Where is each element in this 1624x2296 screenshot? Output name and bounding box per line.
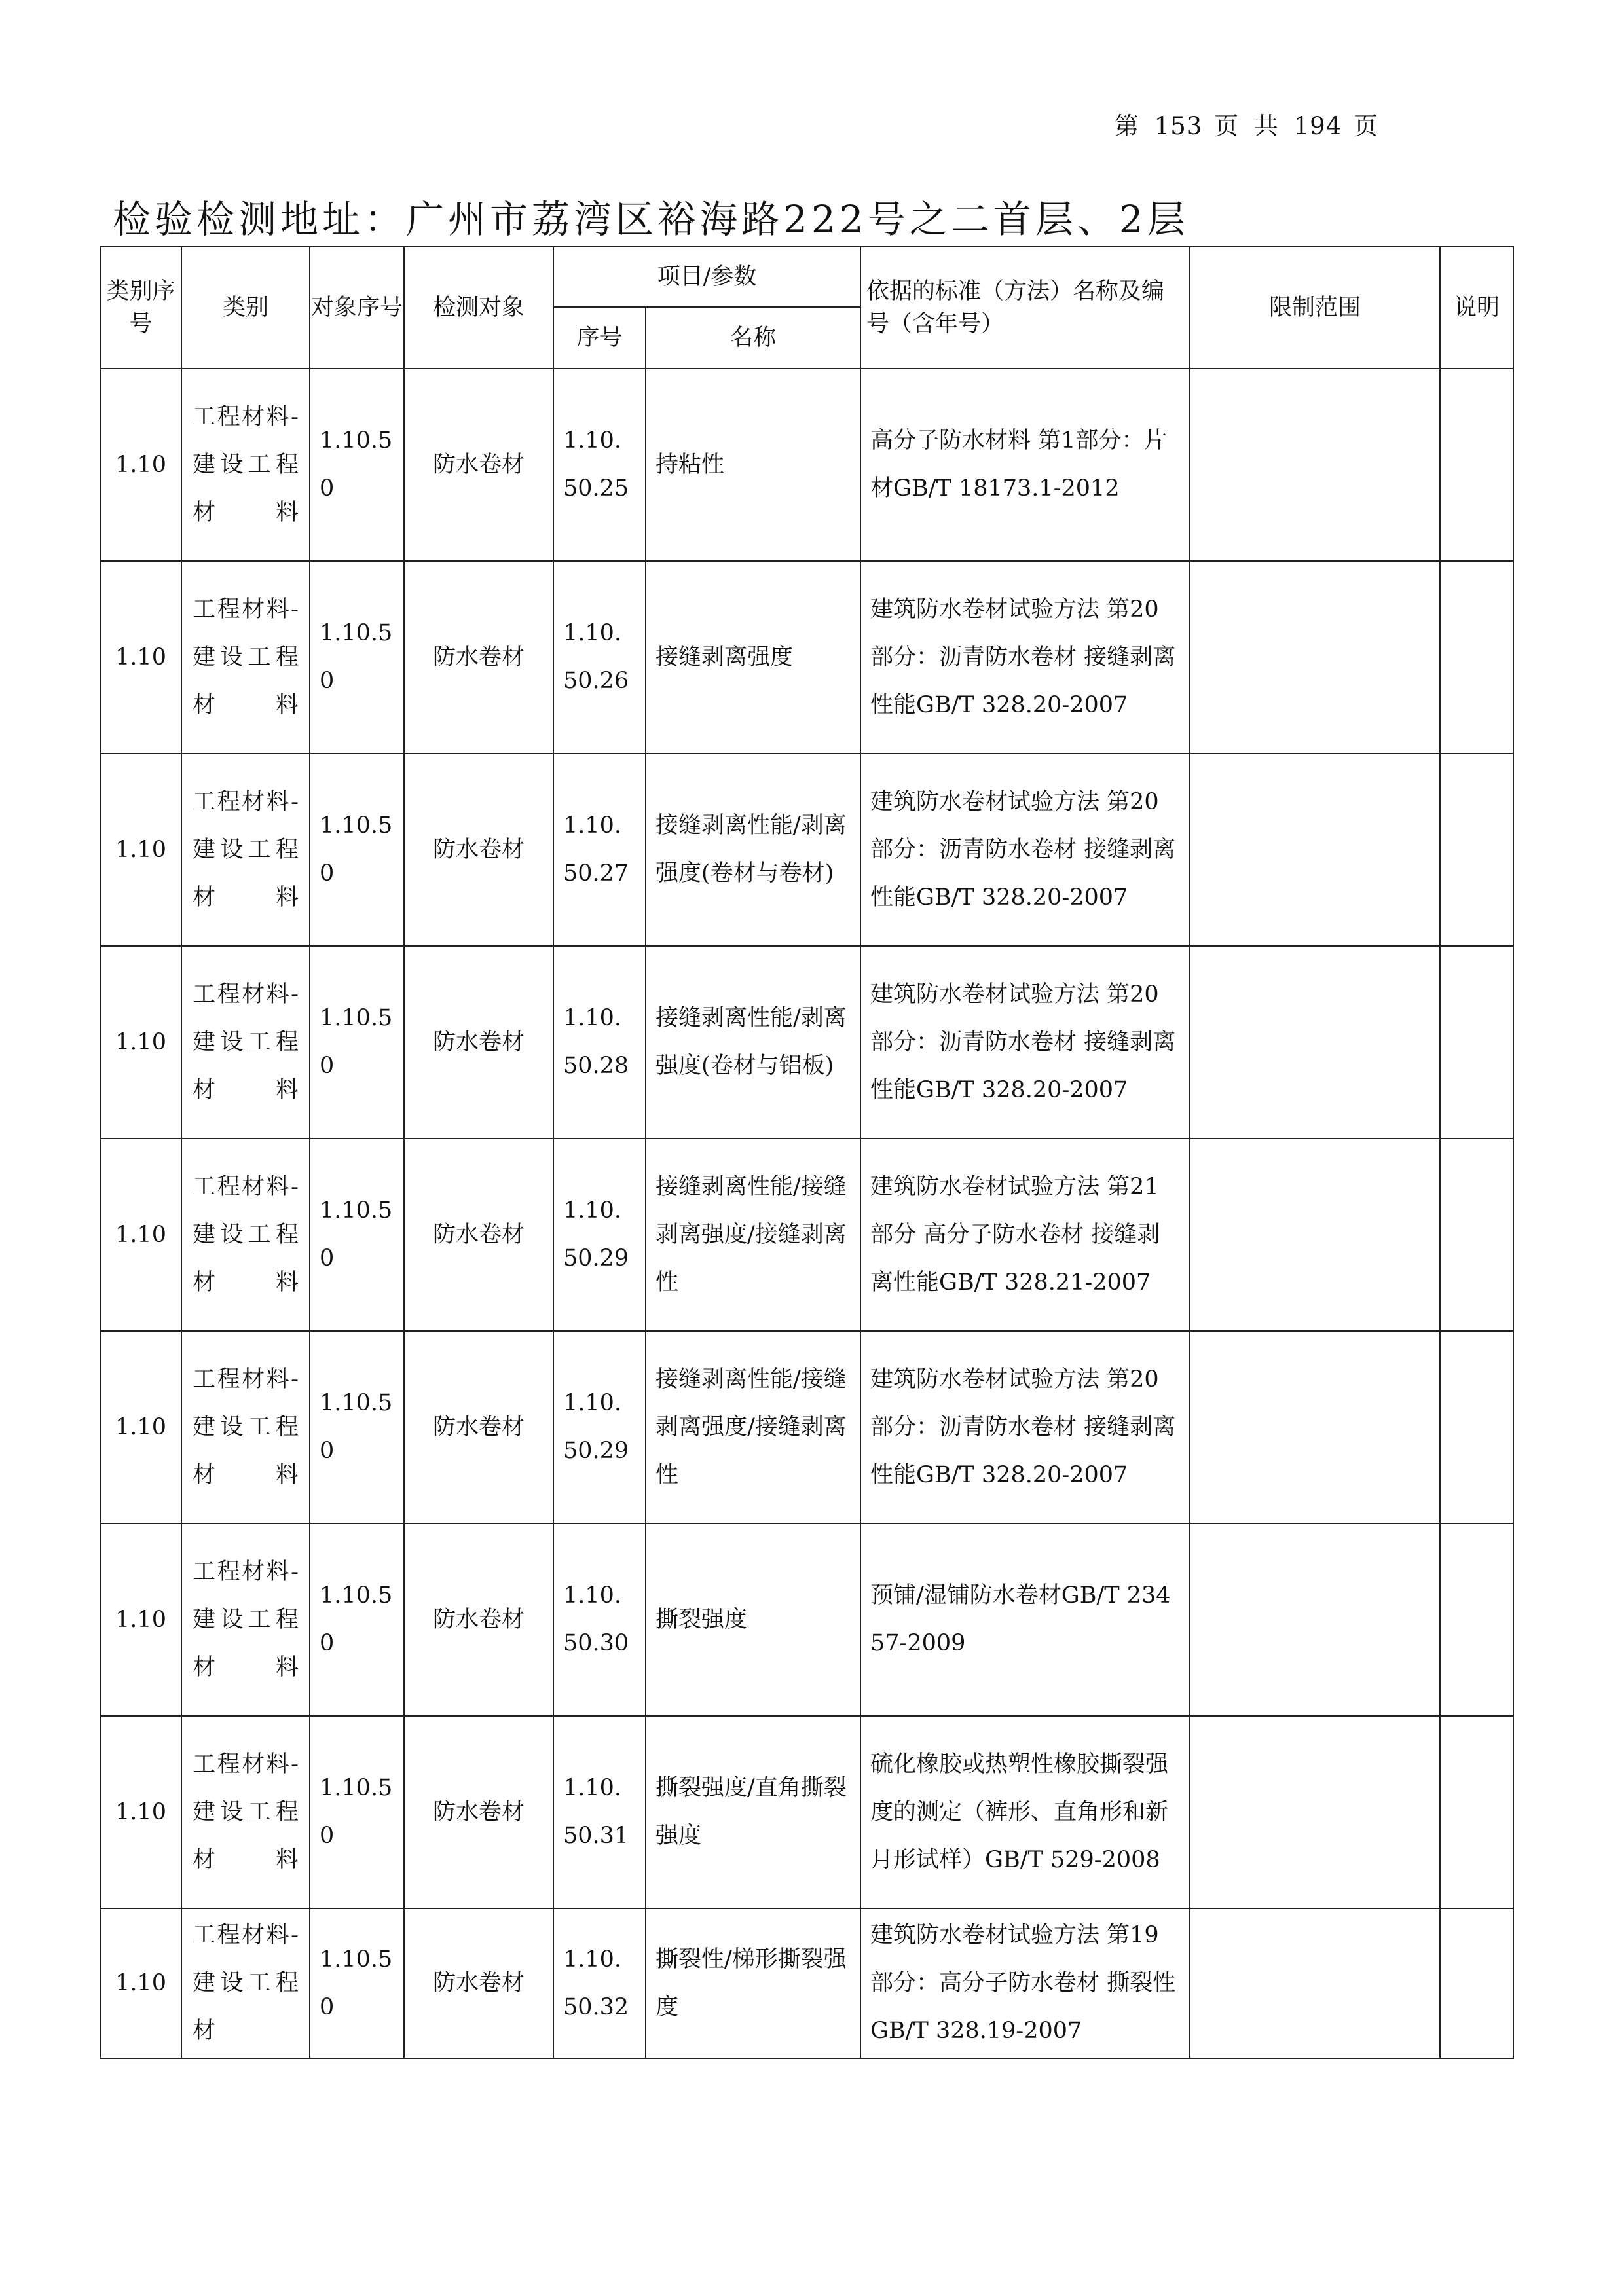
cell-category: 工程材料-建设工程材料: [181, 1523, 310, 1716]
table-row: [100, 561, 1513, 754]
cell-note: [1440, 1716, 1513, 1908]
cell-category-no: 1.10: [100, 561, 181, 754]
header-category-no: 类别序号: [100, 247, 181, 369]
cell-limit: [1190, 946, 1440, 1139]
cell-item-no: 1.10.50.30: [553, 1523, 646, 1716]
cell-standard: 预铺/湿铺防水卷材GB/T 23457-2009: [860, 1523, 1190, 1716]
cell-standard: 建筑防水卷材试验方法 第20部分：沥青防水卷材 接缝剥离性能GB/T 328.20-2007: [860, 561, 1190, 754]
cell-category: 工程材料-建设工程材料: [181, 561, 310, 754]
cell-object-no: 1.10.50: [310, 1139, 404, 1331]
cell-note: [1440, 369, 1513, 561]
table-row: [100, 1716, 1513, 1908]
header-standard: 依据的标准（方法）名称及编号（含年号）: [860, 247, 1190, 369]
cell-object: 防水卷材: [404, 754, 553, 946]
cell-standard: 高分子防水材料 第1部分：片材GB/T 18173.1-2012: [860, 369, 1190, 561]
cell-object-no: 1.10.50: [310, 1716, 404, 1908]
cell-category: 工程材料-建设工程材料: [181, 946, 310, 1139]
spec-table: [100, 246, 1514, 2059]
header-item-no: 序号: [553, 307, 646, 369]
table-row: [100, 1331, 1513, 1523]
cell-standard: 建筑防水卷材试验方法 第20部分：沥青防水卷材 接缝剥离性能GB/T 328.20-2007: [860, 754, 1190, 946]
cell-standard: 建筑防水卷材试验方法 第20部分：沥青防水卷材 接缝剥离性能GB/T 328.20-2007: [860, 1331, 1190, 1523]
cell-category-no: 1.10: [100, 946, 181, 1139]
cell-item-no: 1.10.50.25: [553, 369, 646, 561]
cell-limit: [1190, 1716, 1440, 1908]
cell-category: 工程材料-建设工程材料: [181, 1716, 310, 1908]
address-heading: 检验检测地址：广州市荔湾区裕海路222号之二首层、2层: [113, 197, 1189, 242]
cell-item-name: 接缝剥离性能/接缝剥离强度/接缝剥离性: [646, 1331, 860, 1523]
cell-object: 防水卷材: [404, 1139, 553, 1331]
cell-limit: [1190, 369, 1440, 561]
cell-note: [1440, 561, 1513, 754]
cell-category: 工程材料-建设工程材料: [181, 369, 310, 561]
cell-object: 防水卷材: [404, 1523, 553, 1716]
table-row: [100, 1908, 1513, 2058]
cell-note: [1440, 754, 1513, 946]
cell-object-no: 1.10.50: [310, 946, 404, 1139]
cell-category-no: 1.10: [100, 369, 181, 561]
cell-limit: [1190, 1331, 1440, 1523]
header-item-name: 名称: [646, 307, 860, 369]
header-item-group: 项目/参数: [553, 247, 860, 307]
cell-category-no: 1.10: [100, 1908, 181, 2058]
cell-category-no: 1.10: [100, 754, 181, 946]
cell-limit: [1190, 754, 1440, 946]
cell-item-no: 1.10.50.29: [553, 1331, 646, 1523]
cell-category-no: 1.10: [100, 1716, 181, 1908]
header-object: 检测对象: [404, 247, 553, 369]
table-row: [100, 369, 1513, 561]
cell-item-no: 1.10.50.26: [553, 561, 646, 754]
cell-standard: 建筑防水卷材试验方法 第20部分：沥青防水卷材 接缝剥离性能GB/T 328.20-2007: [860, 946, 1190, 1139]
cell-category: 工程材料-建设工程材料: [181, 1331, 310, 1523]
cell-note: [1440, 1523, 1513, 1716]
table-row: [100, 946, 1513, 1139]
header-object-no: 对象序号: [310, 247, 404, 369]
cell-item-name: 撕裂性/梯形撕裂强度: [646, 1908, 860, 2058]
cell-item-no: 1.10.50.32: [553, 1908, 646, 2058]
page-current: 153: [1154, 112, 1203, 140]
table-row: [100, 1139, 1513, 1331]
cell-object-no: 1.10.50: [310, 754, 404, 946]
cell-category-no: 1.10: [100, 1331, 181, 1523]
table-row: [100, 754, 1513, 946]
cell-item-no: 1.10.50.29: [553, 1139, 646, 1331]
header-note: 说明: [1440, 247, 1513, 369]
cell-item-name: 接缝剥离强度: [646, 561, 860, 754]
cell-category: 工程材料-建设工程材料: [181, 754, 310, 946]
cell-object-no: 1.10.50: [310, 1908, 404, 2058]
page-number: [1115, 106, 1382, 141]
cell-standard: 建筑防水卷材试验方法 第21部分 高分子防水卷材 接缝剥离性能GB/T 328.21-2007: [860, 1139, 1190, 1331]
cell-item-name: 接缝剥离性能/剥离强度(卷材与卷材): [646, 754, 860, 946]
cell-standard: 建筑防水卷材试验方法 第19部分：高分子防水卷材 撕裂性GB/T 328.19-2007: [860, 1908, 1190, 2058]
cell-note: [1440, 1139, 1513, 1331]
cell-category-no: 1.10: [100, 1523, 181, 1716]
cell-standard: 硫化橡胶或热塑性橡胶撕裂强度的测定（裤形、直角形和新月形试样）GB/T 529-2008: [860, 1716, 1190, 1908]
cell-object: 防水卷材: [404, 369, 553, 561]
cell-note: [1440, 1331, 1513, 1523]
table-row: [100, 1523, 1513, 1716]
cell-object-no: 1.10.50: [310, 1523, 404, 1716]
page-mid: 页 共: [1214, 112, 1282, 140]
cell-limit: [1190, 561, 1440, 754]
cell-object: 防水卷材: [404, 1716, 553, 1908]
cell-item-name: 撕裂强度: [646, 1523, 860, 1716]
header-category: 类别: [181, 247, 310, 369]
cell-object: 防水卷材: [404, 946, 553, 1139]
cell-category: 工程材料-建设工程材料: [181, 1139, 310, 1331]
cell-item-name: 接缝剥离性能/剥离强度(卷材与铝板): [646, 946, 860, 1139]
cell-note: [1440, 946, 1513, 1139]
cell-object: 防水卷材: [404, 1908, 553, 2058]
cell-object-no: 1.10.50: [310, 1331, 404, 1523]
cell-item-name: 持粘性: [646, 369, 860, 561]
page-total: 194: [1293, 112, 1342, 140]
cell-item-no: 1.10.50.31: [553, 1716, 646, 1908]
cell-object-no: 1.10.50: [310, 561, 404, 754]
cell-note: [1440, 1908, 1513, 2058]
page-prefix: 第: [1114, 112, 1143, 140]
cell-item-no: 1.10.50.27: [553, 754, 646, 946]
cell-category: 工程材料-建设工程材: [181, 1908, 310, 2058]
cell-item-name: 撕裂强度/直角撕裂强度: [646, 1716, 860, 1908]
header-limit: 限制范围: [1190, 247, 1440, 369]
cell-object: 防水卷材: [404, 561, 553, 754]
cell-limit: [1190, 1139, 1440, 1331]
cell-object-no: 1.10.50: [310, 369, 404, 561]
cell-limit: [1190, 1908, 1440, 2058]
cell-category-no: 1.10: [100, 1139, 181, 1331]
cell-item-name: 接缝剥离性能/接缝剥离强度/接缝剥离性: [646, 1139, 860, 1331]
table-body: [100, 369, 1513, 2058]
cell-object: 防水卷材: [404, 1331, 553, 1523]
page-suffix: 页: [1354, 112, 1382, 140]
cell-item-no: 1.10.50.28: [553, 946, 646, 1139]
cell-limit: [1190, 1523, 1440, 1716]
